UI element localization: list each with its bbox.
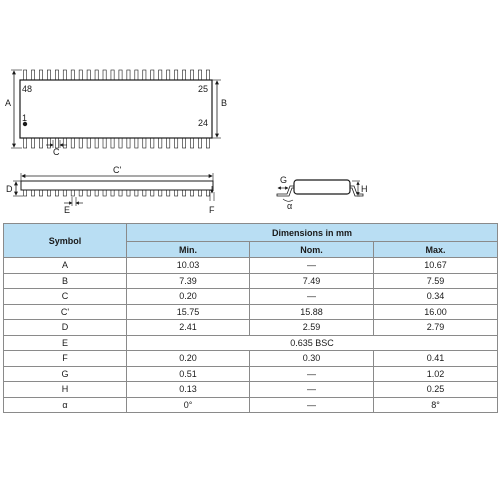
pin-lead-top [31, 70, 34, 81]
nom-cell: 2.59 [250, 320, 374, 336]
table-row [4, 320, 498, 336]
dimensions-header: Dimensions in mm [127, 224, 498, 242]
top-view [5, 70, 227, 157]
min-cell: 7.39 [127, 273, 250, 289]
max-cell: 7.59 [374, 273, 498, 289]
pin-lead-bottom [103, 137, 106, 148]
pin-lead-bottom [190, 137, 193, 148]
dim-e-label: E [64, 205, 71, 215]
nom-header: Nom. [250, 242, 374, 258]
pin-lead-bottom [63, 137, 66, 148]
pin-lead-top [63, 70, 66, 81]
min-cell: 0° [127, 397, 250, 413]
lead-left [277, 186, 294, 196]
table-row [4, 351, 498, 367]
pin-lead-top [55, 70, 58, 81]
min-cell: 0.20 [127, 289, 250, 305]
symbol-cell: B [4, 273, 127, 289]
pin-lead-bottom [159, 137, 162, 148]
pin-lead-top [183, 70, 186, 81]
nom-cell: 15.88 [250, 304, 374, 320]
symbol-header: Symbol [4, 224, 127, 258]
dim-g-label: G [280, 175, 288, 185]
pin-lead-top [198, 70, 201, 81]
nom-cell: — [250, 397, 374, 413]
max-cell: 2.79 [374, 320, 498, 336]
dim-d-label: D [6, 184, 13, 194]
symbol-cell: D [4, 320, 127, 336]
max-cell: 0.41 [374, 351, 498, 367]
pin-lead-bottom [183, 137, 186, 148]
pin-lead-bottom [24, 137, 27, 148]
dim-f-label: F [209, 205, 215, 215]
pin-lead-top [111, 70, 114, 81]
symbol-cell: α [4, 397, 127, 413]
table-row [4, 273, 498, 289]
symbol-cell: C' [4, 304, 127, 320]
table-header-row [4, 224, 498, 242]
dim-alpha-label: α [287, 201, 293, 211]
pin-lead-bottom [119, 137, 122, 148]
pin-lead-top [127, 70, 130, 81]
bsc-cell: 0.635 BSC [127, 335, 498, 351]
pin-lead-bottom [47, 137, 50, 148]
pin-lead-top [79, 70, 82, 81]
pin-lead-bottom [39, 137, 42, 148]
pin-48-label: 48 [22, 84, 33, 94]
max-cell: 0.25 [374, 382, 498, 398]
pin-lead-top [143, 70, 146, 81]
symbol-cell: H [4, 382, 127, 398]
min-cell: 0.20 [127, 351, 250, 367]
dim-b-label: B [221, 98, 228, 108]
pin-lead-bottom [151, 137, 154, 148]
dim-a-label: A [5, 98, 12, 108]
min-cell: 10.03 [127, 258, 250, 274]
table-row [4, 397, 498, 413]
symbol-cell: E [4, 335, 127, 351]
pin-lead-top [95, 70, 98, 81]
package-body-top [20, 80, 212, 138]
dim-c-prime-label: C' [113, 165, 122, 175]
pin-lead-bottom [71, 137, 74, 148]
nom-cell: — [250, 258, 374, 274]
table-row [4, 335, 498, 351]
top-pins-upper [24, 70, 210, 81]
pin-25-label: 25 [198, 84, 209, 94]
max-cell: 16.00 [374, 304, 498, 320]
nom-cell: — [250, 366, 374, 382]
dim-c-label: C [53, 147, 60, 157]
pin-lead-bottom [127, 137, 130, 148]
pin-lead-bottom [111, 137, 114, 148]
pin-lead-bottom [206, 137, 209, 148]
pin-lead-top [24, 70, 27, 81]
table-body [4, 258, 498, 413]
nom-cell: 0.30 [250, 351, 374, 367]
pin-lead-top [167, 70, 170, 81]
table-row [4, 366, 498, 382]
symbol-cell: A [4, 258, 127, 274]
pin-lead-bottom [31, 137, 34, 148]
nom-cell: — [250, 289, 374, 305]
pin-lead-top [39, 70, 42, 81]
table-row [4, 304, 498, 320]
pin-lead-bottom [87, 137, 90, 148]
pin-lead-bottom [95, 137, 98, 148]
symbol-cell: G [4, 366, 127, 382]
pin-lead-top [190, 70, 193, 81]
pin-lead-bottom [167, 137, 170, 148]
pin-lead-top [159, 70, 162, 81]
pin-lead-top [71, 70, 74, 81]
package-body-side [21, 181, 213, 190]
min-header: Min. [127, 242, 250, 258]
max-cell: 10.67 [374, 258, 498, 274]
pin-lead-top [206, 70, 209, 81]
pin-lead-bottom [198, 137, 201, 148]
pin-lead-bottom [79, 137, 82, 148]
pin-lead-top [135, 70, 138, 81]
top-pins-lower [24, 137, 210, 148]
table-row [4, 289, 498, 305]
side-view [6, 165, 215, 215]
min-cell: 15.75 [127, 304, 250, 320]
max-cell: 1.02 [374, 366, 498, 382]
pin-lead-top [175, 70, 178, 81]
pin-lead-bottom [135, 137, 138, 148]
max-header: Max. [374, 242, 498, 258]
pin-lead-bottom [175, 137, 178, 148]
nom-cell: — [250, 382, 374, 398]
min-cell: 2.41 [127, 320, 250, 336]
end-view [277, 175, 368, 211]
nom-cell: 7.49 [250, 273, 374, 289]
pin-lead-top [87, 70, 90, 81]
min-cell: 0.51 [127, 366, 250, 382]
pin-lead-top [47, 70, 50, 81]
dim-h-label: H [361, 184, 368, 194]
max-cell: 8° [374, 397, 498, 413]
min-cell: 0.13 [127, 382, 250, 398]
symbol-cell: C [4, 289, 127, 305]
pin-24-label: 24 [198, 118, 209, 128]
pin-lead-bottom [143, 137, 146, 148]
package-drawing [0, 0, 500, 222]
pin-lead-top [151, 70, 154, 81]
pin-lead-top [119, 70, 122, 81]
table-row [4, 258, 498, 274]
dimensions-table [3, 223, 498, 413]
table-row [4, 382, 498, 398]
max-cell: 0.34 [374, 289, 498, 305]
pin-1-label: 1 [22, 113, 28, 123]
symbol-cell: F [4, 351, 127, 367]
pin-lead-top [103, 70, 106, 81]
package-body-end [294, 180, 350, 194]
